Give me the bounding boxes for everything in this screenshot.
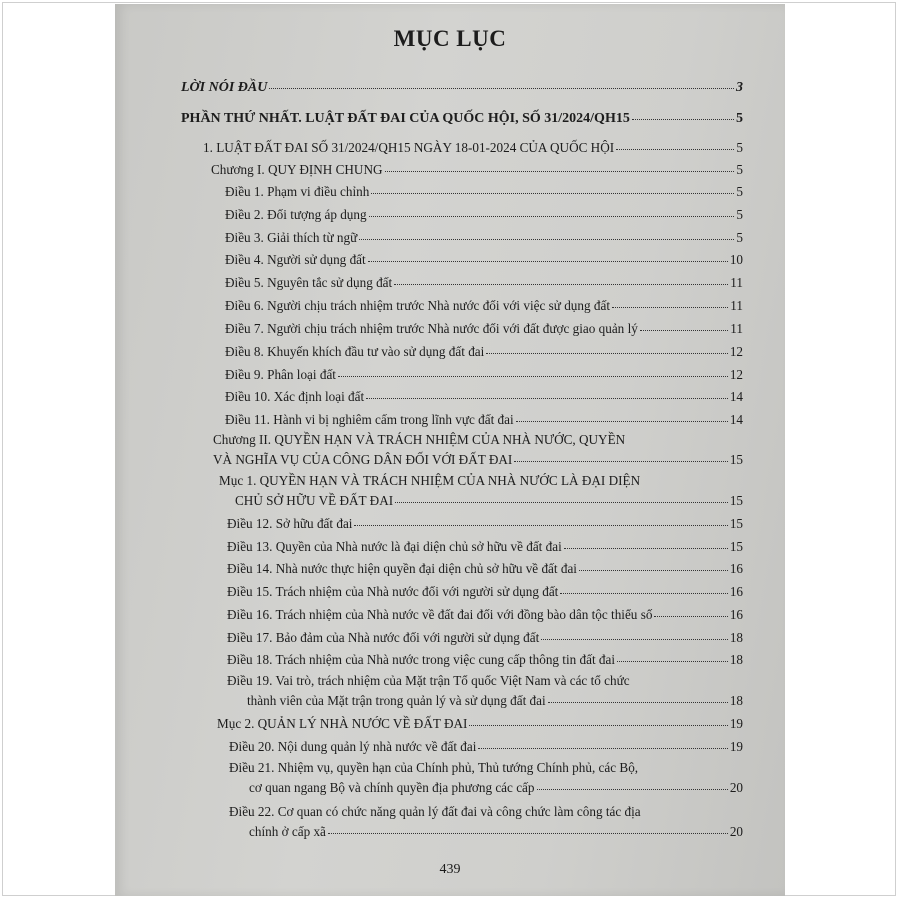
toc-entry [225,296,743,314]
toc-dot-leader [516,408,728,422]
toc-dot-leader [369,203,735,217]
toc-entry-first-line: Điều 22. Cơ quan có chức năng quản lý đất đai và công chức làm công tác địa [229,804,641,819]
toc-dot-leader [632,105,734,120]
toc-entry-label: Điều 17. Bảo đảm của Nhà nước đối với người sử dụng đất [227,630,540,646]
toc-dot-leader [359,226,734,240]
toc-dot-leader [269,74,734,89]
toc-entry [203,138,743,156]
toc-entry-page: 18 [729,693,743,709]
toc-dot-leader [385,158,735,172]
toc-entry-page: 11 [730,298,743,314]
toc-entry-page: 15 [729,493,743,509]
page-title: MỤC LỤC [393,26,507,51]
toc-entry-page: 14 [729,412,743,428]
toc-entry-label: Điều 3. Giải thích từ ngữ [225,230,358,246]
toc-entry-page: 5 [736,140,743,156]
toc-entry [227,582,743,600]
toc-entry-page: 10 [729,252,743,268]
toc-dot-leader [537,776,728,790]
toc-entry-page: 20 [729,824,743,840]
toc-entry [225,319,743,337]
toc-entry [181,107,743,127]
toc-entry-label: Điều 13. Quyền của Nhà nước là đại diện chủ sở hữu về đất đai [227,539,562,555]
toc-entry-page: 5 [736,162,743,178]
toc-dot-leader [469,712,727,726]
toc-entry-label: Điều 5. Nguyên tắc sử dụng đất [225,275,393,291]
toc-entry-page: 11 [730,275,743,291]
toc-entry-page: 11 [730,321,743,337]
toc-entry-label: Điều 18. Trách nhiệm của Nhà nước trong việc cung cấp thông tin đất đai [227,652,616,668]
toc-dot-leader [541,626,728,640]
toc-entry-page: 16 [729,607,743,623]
toc-entry-label: PHẦN THỨ NHẤT. LUẬT ĐẤT ĐAI CỦA QUỐC HỘI, SỐ 31/2024/QH15 [181,111,630,126]
toc-entry [225,365,743,383]
toc-entry [211,160,743,178]
toc-entry [227,650,743,668]
toc-entry-page: 19 [729,739,743,755]
toc-entry-label: Điều 15. Trách nhiệm của Nhà nước đối với người sử dụng đất [227,584,559,600]
toc-entry-label: Điều 1. Phạm vi điều chỉnh [225,184,370,200]
toc-entry-page: 3 [736,80,743,95]
toc-entry-page: 15 [729,516,743,532]
toc-entry-page: 19 [729,716,743,732]
toc-entry-label: thành viên của Mặt trận trong quản lý và sử dụng đất đai [247,693,546,709]
toc-entry-label: 1. LUẬT ĐẤT ĐAI SỐ 31/2024/QH15 NGÀY 18-01-2024 CỦA QUỐC HỘI [203,140,615,156]
toc-dot-leader [371,180,734,194]
toc-entry-label: Điều 12. Sở hữu đất đai [227,516,353,532]
toc-entry-label: Điều 8. Khuyến khích đầu tư vào sử dụng đất đai [225,344,485,360]
toc-entry-page: 5 [736,230,743,246]
toc-entry-first-line: Điều 21. Nhiệm vụ, quyền hạn của Chính phủ, Thủ tướng Chính phủ, các Bộ, [229,760,639,775]
toc-entry-label: Điều 4. Người sử dụng đất [225,252,366,268]
toc-entry-first-line: Chương II. QUYỀN HẠN VÀ TRÁCH NHIỆM CỦA NHÀ NƯỚC, QUYỀN [213,432,626,447]
toc-dot-leader [354,512,727,526]
toc-entry-page: 14 [729,389,743,405]
toc-entry-label: VÀ NGHĨA VỤ CỦA CÔNG DÂN ĐỐI VỚI ĐẤT ĐAI [213,452,513,468]
toc-entry [225,342,743,360]
toc-entry [181,76,743,96]
toc-dot-leader [328,820,728,834]
toc-entry [225,410,743,428]
toc-entry [249,822,743,840]
toc-dot-leader [394,271,728,285]
toc-entry-label: Mục 2. QUẢN LÝ NHÀ NƯỚC VỀ ĐẤT ĐAI [217,716,468,732]
toc-entry [227,559,743,577]
toc-entry [227,537,743,555]
toc-entry [225,205,743,223]
toc-entry [227,628,743,646]
toc-entry-page: 5 [736,207,743,223]
toc-entry [229,737,743,755]
toc-entry-label: Điều 9. Phân loại đất [225,367,336,383]
toc-dot-leader [579,557,728,571]
toc-entry [225,387,743,405]
toc-entry-label: Điều 16. Trách nhiệm của Nhà nước về đất đai đối với đồng bào dân tộc thiểu số [227,607,653,623]
toc-entry-label: Điều 2. Đối tượng áp dụng [225,207,367,223]
toc-entry [249,778,743,796]
toc-entry-page: 15 [729,452,743,468]
toc-entry-label: Điều 14. Nhà nước thực hiện quyền đại diện chủ sở hữu về đất đai [227,561,577,577]
toc-entry-label: Điều 7. Người chịu trách nhiệm trước Nhà nước đối với đất được giao quản lý [225,321,638,337]
toc-dot-leader [486,340,727,354]
toc-entry-page: 18 [729,652,743,668]
toc-entry-first-line: Điều 19. Vai trò, trách nhiệm của Mặt trận Tổ quốc Việt Nam và các tổ chức [227,673,630,688]
toc-dot-leader [514,448,728,462]
toc-entry [225,273,743,291]
toc-entry [217,714,743,732]
toc-entry-page: 20 [729,780,743,796]
toc-dot-leader [395,489,728,503]
toc-entry-label: Điều 6. Người chịu trách nhiệm trước Nhà nước đối với việc sử dụng đất [225,298,610,314]
toc-entry-label: Điều 20. Nội dung quản lý nhà nước về đất đai [229,739,477,755]
toc-entry-page: 15 [729,539,743,555]
toc-entry [225,228,743,246]
page-number: 439 [439,862,461,877]
toc-entry-first-line: Mục 1. QUYỀN HẠN VÀ TRÁCH NHIỆM CỦA NHÀ NƯỚC LÀ ĐẠI DIỆN [219,473,641,488]
toc-dot-leader [616,136,734,150]
toc-entry [235,491,743,509]
toc-entry [227,605,743,623]
toc-entry-label: LỜI NÓI ĐẦU [181,80,268,95]
toc-dot-leader [478,735,727,749]
toc-dot-leader [548,689,728,703]
toc-entry-label: Chương I. QUY ĐỊNH CHUNG [211,162,383,178]
toc-dot-leader [640,317,728,331]
toc-entry [213,450,743,468]
toc-entry-label: Điều 11. Hành vi bị nghiêm cấm trong lĩnh vực đất đai [225,412,514,428]
toc-entry-page: 5 [736,184,743,200]
toc-dot-leader [612,294,728,308]
toc-dot-leader [368,248,728,262]
toc-dot-leader [338,363,728,377]
book-page [115,4,785,896]
toc-entry [247,691,743,709]
toc-entry-page: 16 [729,584,743,600]
toc-entry-label: cơ quan ngang Bộ và chính quyền địa phương các cấp [249,780,535,796]
toc-dot-leader [654,603,727,617]
toc-dot-leader [617,648,728,662]
toc-entry-page: 5 [736,111,743,126]
toc-entry [225,250,743,268]
toc-entry-page: 12 [729,344,743,360]
toc-entry [225,182,743,200]
toc-entry-label: CHỦ SỞ HỮU VỀ ĐẤT ĐAI [235,493,394,509]
toc-entry-page: 12 [729,367,743,383]
toc-entry [227,514,743,532]
toc-dot-leader [366,385,728,399]
toc-dot-leader [564,535,728,549]
toc-entry-page: 18 [729,630,743,646]
toc-entry-label: chính ở cấp xã [249,824,326,840]
toc-entry-label: Điều 10. Xác định loại đất [225,389,365,405]
toc-entry-page: 16 [729,561,743,577]
toc-dot-leader [560,580,727,594]
